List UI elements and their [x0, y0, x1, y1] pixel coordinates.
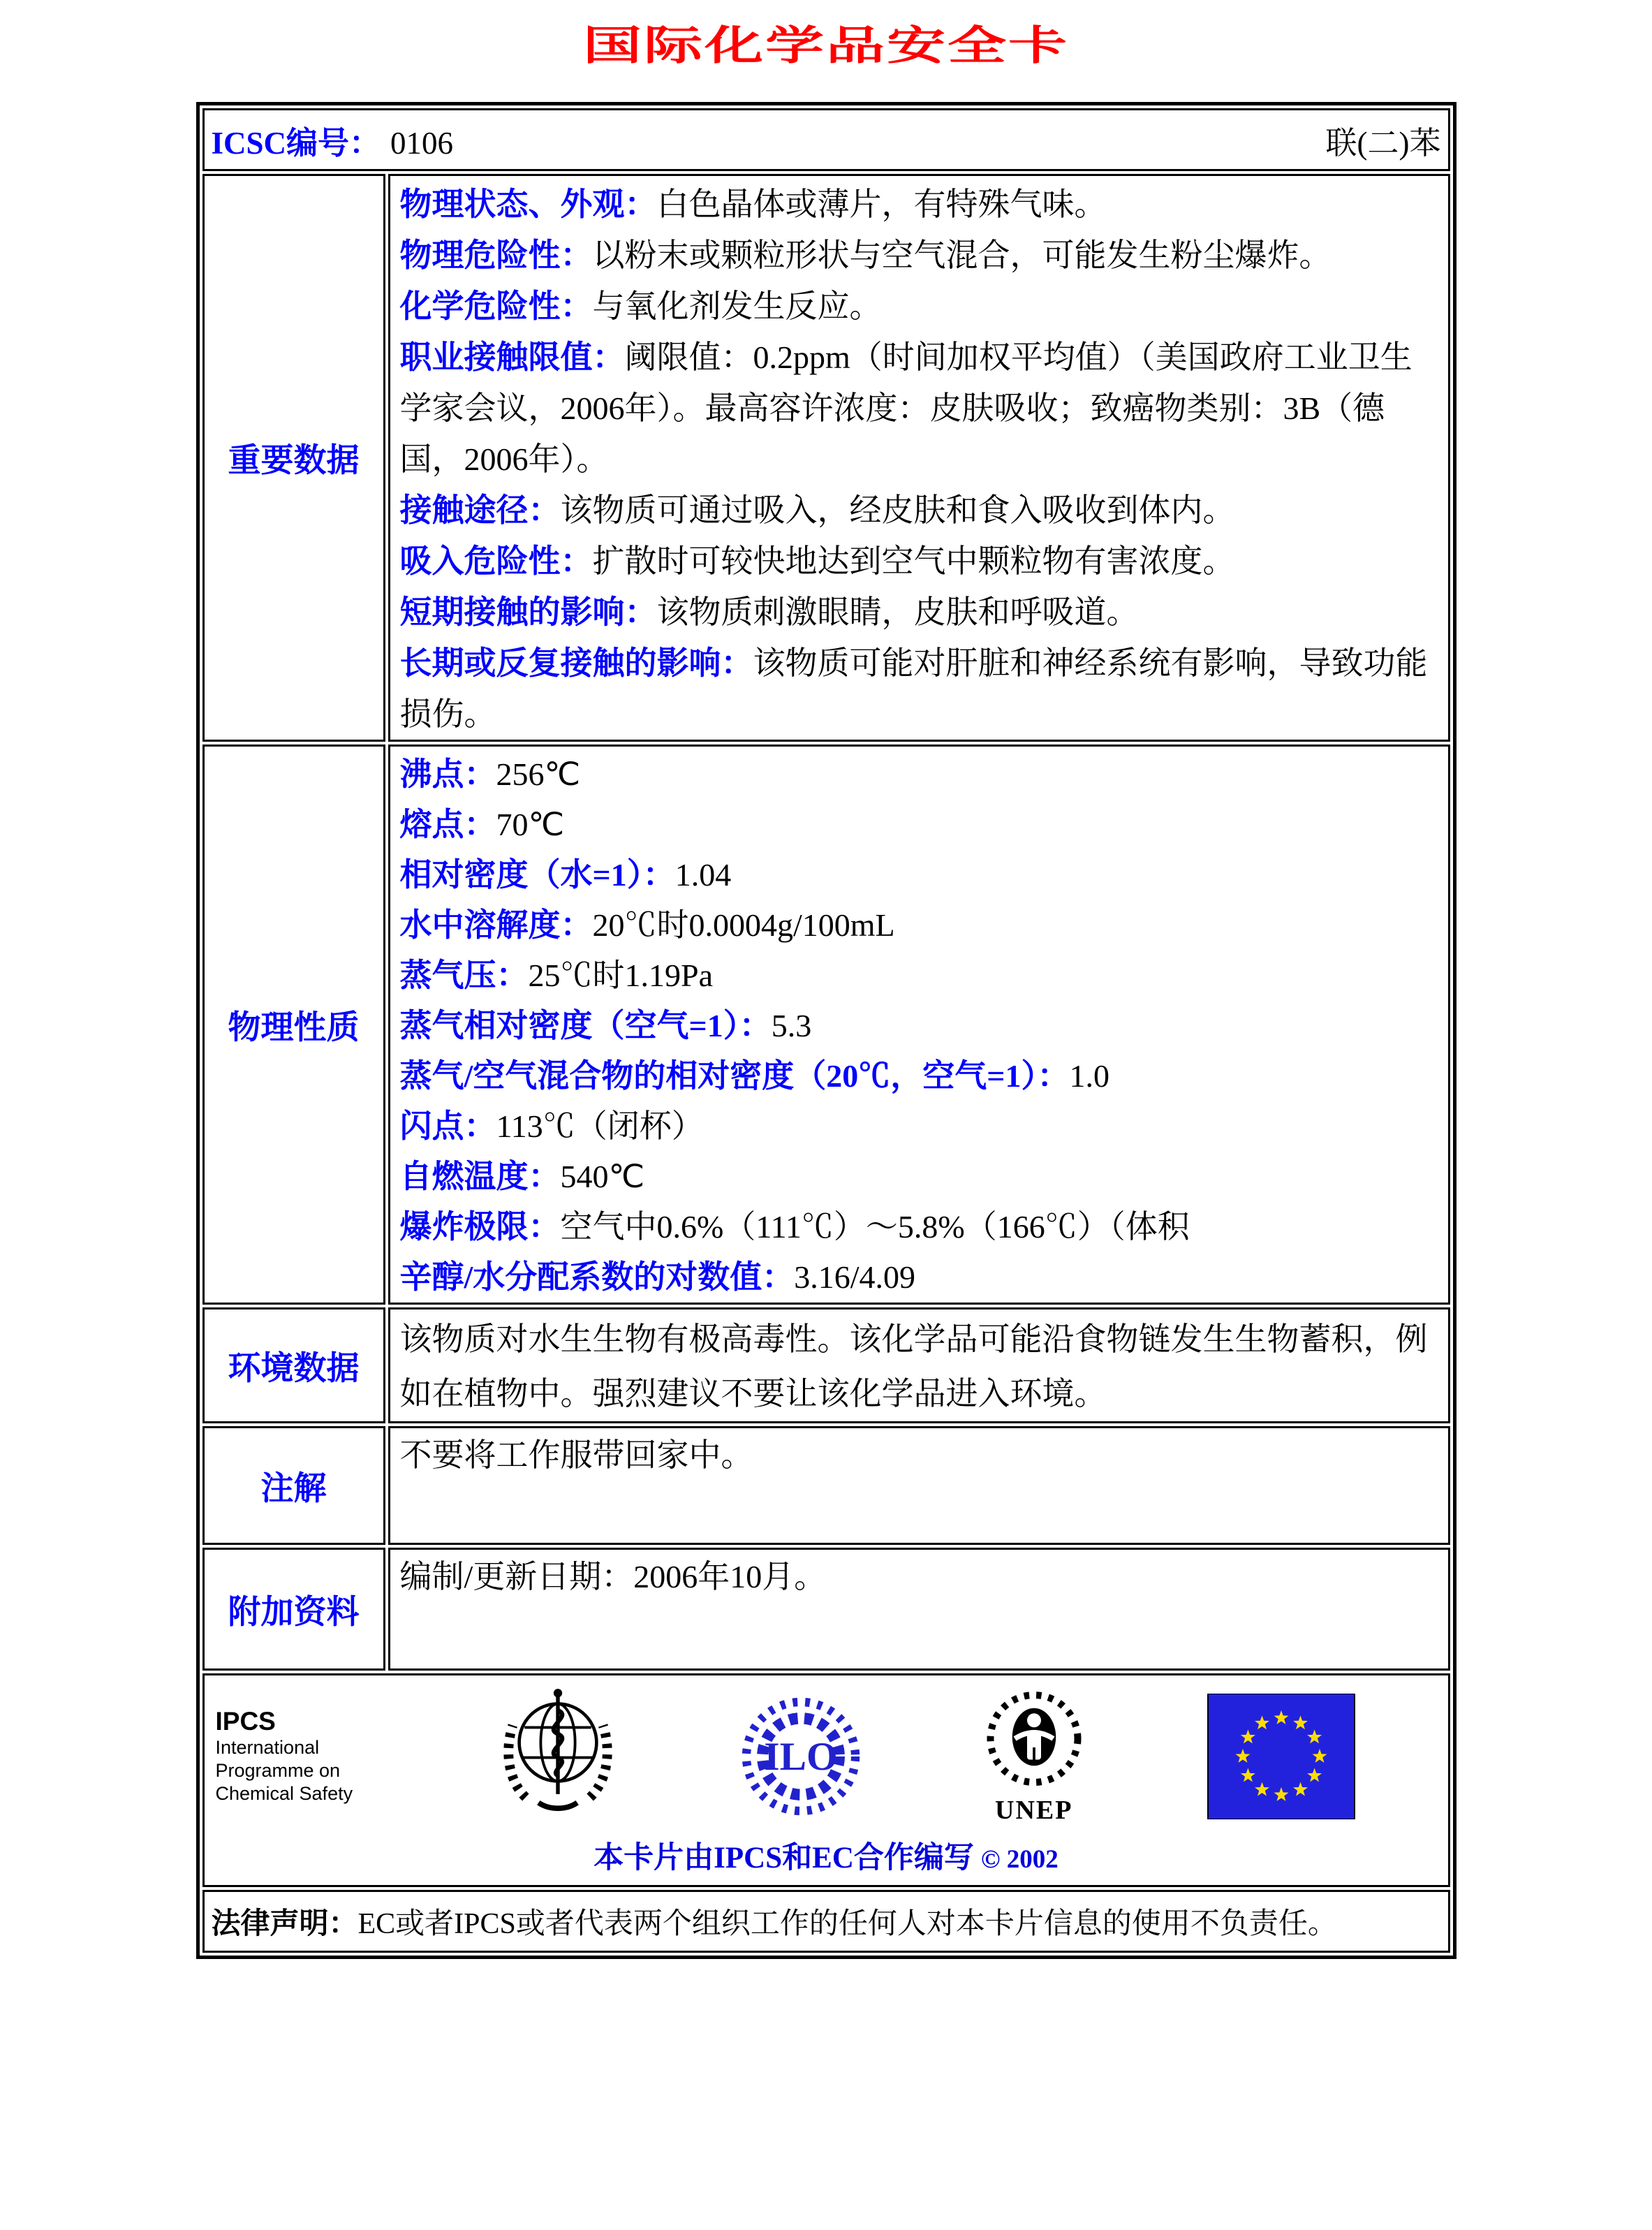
notes-content: [388, 1426, 1450, 1545]
ipcs-acronym: IPCS: [215, 1707, 276, 1736]
item-text: 该物质刺激眼睛，皮肤和呼吸道。: [656, 594, 1139, 630]
item-label: 吸入危险性：: [399, 543, 593, 579]
data-item: [400, 536, 1440, 587]
data-item: [400, 332, 1440, 485]
unep-logo-icon: [982, 1688, 1086, 1793]
credit-text: 本卡片由IPCS和EC合作编写: [593, 1842, 974, 1875]
additional-info-text: 编制/更新日期：2006年10月。: [399, 1559, 827, 1594]
item-label: 自燃温度：: [399, 1159, 561, 1194]
data-item: [400, 800, 1440, 850]
logos-cell: [202, 1673, 1450, 1887]
item-label: 物理危险性：: [399, 237, 593, 273]
item-label: 闪点：: [399, 1108, 496, 1144]
data-item: [400, 638, 1440, 740]
physical-properties-content: [388, 744, 1450, 1305]
legal-cell: [202, 1890, 1450, 1953]
additional-info-row-label: 附加资料: [202, 1548, 385, 1671]
who-logo-icon: [492, 1687, 624, 1826]
card-header-cell: [202, 108, 1450, 171]
unep-block: [978, 1688, 1090, 1824]
item-text: 3.16/4.09: [794, 1259, 916, 1295]
physical-properties-row: [202, 744, 1450, 1305]
item-label: 长期或反复接触的影响：: [399, 645, 753, 681]
ipcs-line: International: [215, 1737, 320, 1758]
item-text: 与氧化剂发生反应。: [592, 288, 882, 324]
environmental-data-text: 该物质对水生生物有极高毒性。该化学品可能沿食物链发生生物蓄积，例如在植物中。强烈建议不要让该化学品进入环境。: [399, 1321, 1428, 1411]
item-label: 爆炸极限：: [399, 1209, 561, 1245]
item-label: 相对密度（水=1）：: [399, 857, 675, 893]
important-data-row-label: 重要数据: [202, 174, 385, 742]
environmental-data-content: [388, 1307, 1450, 1423]
data-item: [400, 951, 1440, 1001]
icsc-number-label: ICSC编号：: [211, 125, 381, 161]
item-label: 接触途径：: [399, 492, 561, 528]
item-label: 物理状态、外观：: [399, 186, 657, 222]
data-item: [400, 900, 1440, 951]
page-title: 国际化学品安全卡: [582, 23, 1070, 68]
item-text: 空气中0.6%（111℃）～5.8%（166℃）（体积: [560, 1209, 1190, 1245]
item-text: 256℃: [496, 756, 581, 792]
svg-text:ILO: ILO: [764, 1734, 838, 1779]
important-data-content: [388, 174, 1450, 742]
data-item: [400, 230, 1440, 281]
logos-row: [202, 1673, 1450, 1887]
card-header-row: [202, 108, 1450, 171]
item-label: 辛醇/水分配系数的对数值：: [399, 1259, 795, 1295]
credit-year: © 2002: [980, 1845, 1059, 1874]
legal-label: 法律声明：: [211, 1908, 358, 1940]
item-text: 25℃时1.19Pa: [528, 958, 713, 993]
data-item: [400, 179, 1440, 230]
notes-row-label: 注解: [202, 1426, 385, 1545]
data-item: [400, 1252, 1440, 1303]
item-text: 阈限值：0.2ppm（时间加权平均值）（美国政府工业卫生学家会议，2006年）。最高容许浓度：皮肤吸收；致癌物类别：3B（德国，2006年）。: [399, 339, 1413, 477]
item-label: 化学危险性：: [399, 288, 593, 324]
legal-row: [202, 1890, 1450, 1953]
ilo-logo-icon: [739, 1694, 863, 1819]
page-header: [0, 0, 1652, 82]
data-item: [400, 1101, 1440, 1152]
data-item: [400, 281, 1440, 332]
item-label: 熔点：: [399, 807, 496, 842]
physical-properties-row-label: 物理性质: [202, 744, 385, 1305]
eu-flag-icon: [1205, 1694, 1357, 1819]
item-text: 扩散时可较快地达到空气中颗粒物有害浓度。: [592, 543, 1235, 579]
data-item: [400, 1051, 1440, 1101]
item-label: 蒸气/空气混合物的相对密度（20℃，空气=1）：: [399, 1058, 1070, 1094]
additional-info-row: [202, 1548, 1450, 1671]
additional-info-content: [388, 1548, 1450, 1671]
icsc-number-group: [212, 117, 454, 163]
important-data-row: [202, 174, 1450, 742]
unep-label: UNEP: [995, 1796, 1073, 1825]
ipcs-line: Chemical Safety: [215, 1783, 353, 1804]
item-label: 职业接触限值：: [399, 339, 625, 375]
data-item: [400, 1202, 1440, 1252]
item-text: 1.0: [1069, 1058, 1109, 1094]
ipcs-block: [216, 1707, 378, 1805]
item-text: 113℃（闭杯）: [496, 1108, 704, 1144]
item-text: 20℃时0.0004g/100mL: [592, 907, 895, 943]
item-text: 70℃: [496, 807, 565, 842]
item-text: 540℃: [560, 1159, 645, 1194]
item-text: 5.3: [771, 1008, 812, 1043]
environmental-data-row: [202, 1307, 1450, 1423]
icsc-number-value: 0106: [390, 125, 454, 161]
credit-line: [205, 1834, 1448, 1877]
item-label: 沸点：: [399, 756, 496, 792]
icsc-card-table: [196, 102, 1456, 1959]
data-item: [400, 749, 1440, 800]
item-text: 该物质可能对肝脏和神经系统有影响，导致功能损伤。: [399, 645, 1428, 732]
data-item: [400, 587, 1440, 638]
legal-text: EC或者IPCS或者代表两个组织工作的任何人对本卡片信息的使用不负责任。: [357, 1908, 1337, 1940]
item-label: 短期接触的影响：: [399, 594, 657, 630]
environmental-data-row-label: 环境数据: [202, 1307, 385, 1423]
item-label: 水中溶解度：: [399, 907, 593, 943]
notes-row: [202, 1426, 1450, 1545]
data-item: [400, 485, 1440, 536]
data-item: [400, 1001, 1440, 1051]
notes-text: 不要将工作服带回家中。: [399, 1437, 753, 1473]
ipcs-line: Programme on: [215, 1760, 341, 1781]
data-item: [400, 1152, 1440, 1202]
item-text: 白色晶体或薄片，有特殊气味。: [656, 186, 1107, 222]
item-text: 1.04: [674, 857, 732, 893]
item-text: 以粉末或颗粒形状与空气混合，可能发生粉尘爆炸。: [592, 237, 1332, 273]
item-label: 蒸气相对密度（空气=1）：: [399, 1008, 772, 1043]
data-item: [400, 850, 1440, 900]
item-text: 该物质可通过吸入，经皮肤和食入吸收到体内。: [560, 492, 1235, 528]
item-label: 蒸气压：: [399, 958, 529, 993]
chemical-name: 联(二)苯: [1325, 125, 1441, 161]
